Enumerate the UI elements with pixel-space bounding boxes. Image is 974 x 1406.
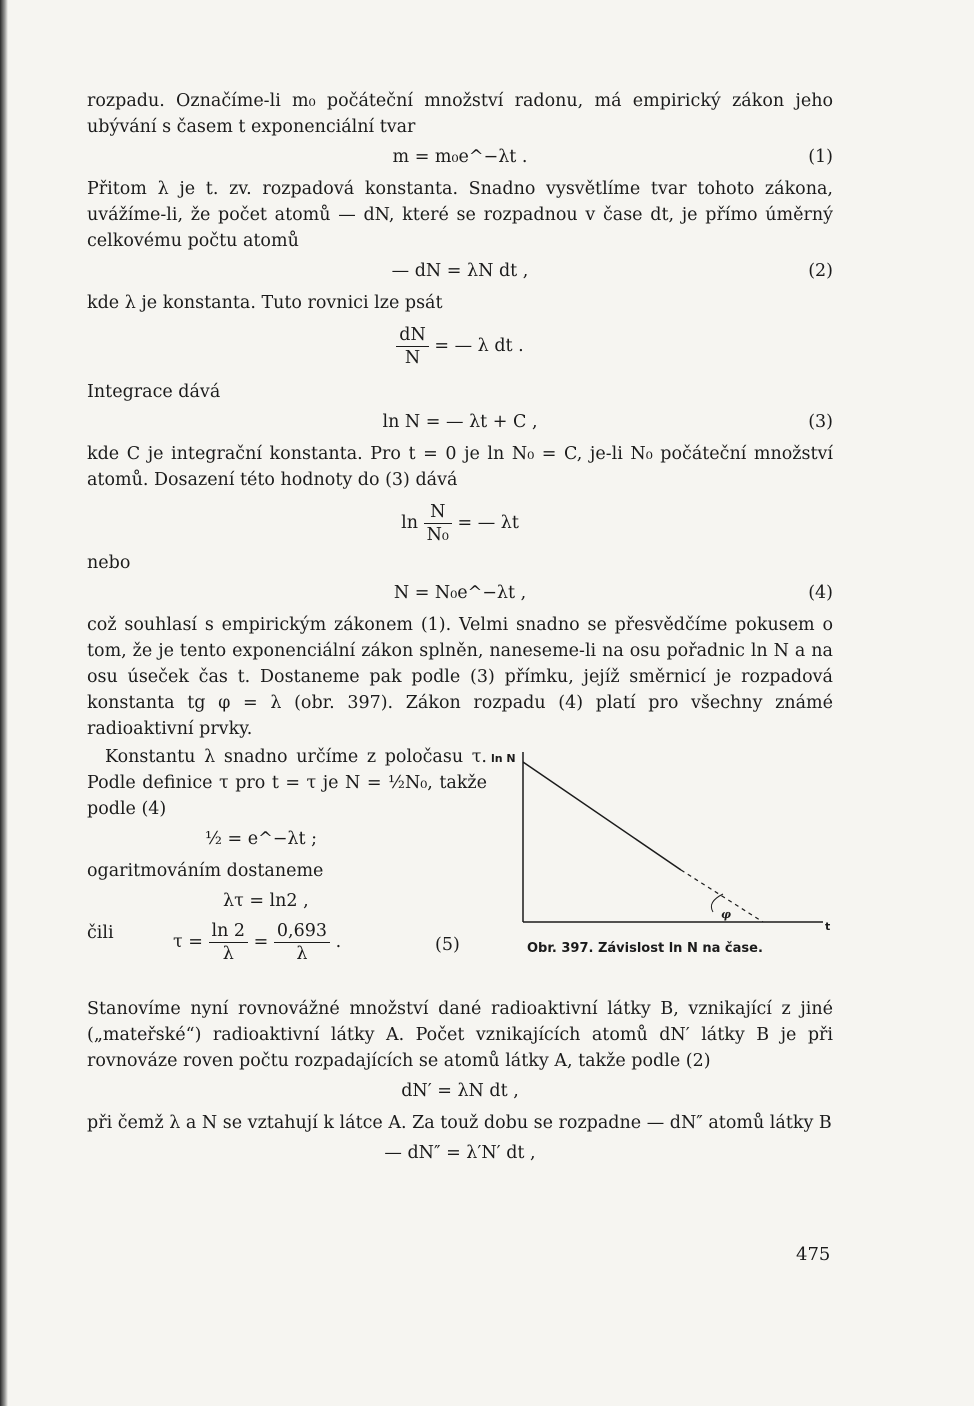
- half-life-section: [87, 744, 833, 992]
- equation-4-body: N = N₀e^−λt ,: [393, 583, 527, 603]
- equation-2: [87, 258, 833, 286]
- page-content: [87, 88, 833, 1172]
- figure-397: [491, 744, 833, 992]
- paragraph-7: což souhlasí s empirickým zákonem (1). Velmi snadno se přesvědčíme pokusem o tom, že je tento exponenciální zákon splněn, naneseme-li na osu pořadnic ln N a na osu úseček čas t. Dostaneme pak podle (3) přímku, jejíž směrnicí je rozpadová konstanta tg φ = λ (obr. 397). Zákon rozpadu (4) platí pro všechny známé radioaktivní prvky.: [87, 615, 833, 739]
- equation-7: [87, 1140, 833, 1168]
- fraction-numerator: ln 2: [209, 920, 249, 943]
- equation-5-equals: =: [253, 932, 269, 952]
- equation-3b-pre: ln: [401, 513, 418, 533]
- half-life-text-column: [87, 744, 487, 976]
- paragraph-1: rozpadu. Označíme-li m₀ počáteční množství radonu, má empirický zákon jeho ubývání s časem t exponenciální tvar: [87, 91, 833, 137]
- equation-2-number: (2): [808, 261, 833, 281]
- paragraph-2: Přitom λ je t. zv. rozpadová konstanta. Snadno vysvětlíme tvar tohoto zákona, uvážíme-li, že počet atomů — dN, které se rozpadnou v čase dt, je přímo úměrný celkovému počtu atomů: [87, 179, 833, 251]
- equation-6: [87, 1078, 833, 1106]
- y-axis-label: ln N: [491, 752, 516, 765]
- page-number: 475: [796, 1244, 831, 1265]
- decay-line: [523, 762, 681, 870]
- fraction-denominator: N₀: [426, 525, 449, 545]
- equation-2b-fraction: [396, 324, 429, 369]
- fraction-numerator: dN: [396, 324, 429, 347]
- equation-lntau-body: λτ = ln2 ,: [223, 891, 309, 911]
- angle-label: φ: [721, 908, 731, 921]
- equation-4: [87, 580, 833, 608]
- paragraph-4: Integrace dává: [87, 382, 221, 402]
- fraction-denominator: N: [404, 348, 421, 368]
- equation-half-body: ½ = e^−λt ;: [205, 829, 318, 849]
- paragraph-8: Konstantu λ snadno určíme z poločasu τ. Podle definice τ pro t = τ je N = ½N₀, takže podle (4): [87, 747, 487, 819]
- equation-2b-rest: = — λ dt .: [434, 336, 524, 356]
- equation-3b: [87, 501, 833, 546]
- equation-1-body: m = m₀e^−λt .: [392, 147, 528, 167]
- equation-3b-fraction: [424, 501, 452, 546]
- figure-397-plot: [491, 744, 833, 934]
- fraction-denominator: λ: [296, 944, 308, 964]
- equation-half: [87, 826, 487, 854]
- equation-7-body: — dN″ = λ′N′ dt ,: [384, 1143, 536, 1163]
- equation-5-fraction-2: [274, 920, 330, 965]
- paragraph-5: kde C je integrační konstanta. Pro t = 0 je ln N₀ = C, je-li N₀ počáteční množství atomů. Dosazení této hodnoty do (3) dává: [87, 444, 833, 490]
- equation-5-pre: τ =: [173, 932, 203, 952]
- paragraph-9: ogaritmováním dostaneme: [87, 861, 324, 881]
- equation-5: [87, 920, 487, 972]
- equation-3-number: (3): [808, 412, 833, 432]
- paragraph-3: kde λ je konstanta. Tuto rovnici lze psát: [87, 293, 443, 313]
- equation-2-body: — dN = λN dt ,: [391, 261, 529, 281]
- fraction-denominator: λ: [222, 944, 234, 964]
- equation-1-number: (1): [808, 147, 833, 167]
- paragraph-11: Stanovíme nyní rovnovážné množství dané radioaktivní látky B, vznikající z jiné („mateřské“) radioaktivní látky A. Počet vznikajících atomů dN′ látky B je při rovnováze roven počtu rozpadajících se atomů látky A, takže podle (2): [87, 999, 833, 1071]
- fraction-numerator: N: [424, 501, 452, 524]
- equation-5-fraction-1: [209, 920, 249, 965]
- fraction-numerator: 0,693: [274, 920, 330, 943]
- equation-6-body: dN′ = λN dt ,: [401, 1081, 519, 1101]
- equation-5-post: .: [335, 932, 342, 952]
- paragraph-12: při čemž λ a N se vztahují k látce A. Za touž dobu se rozpadne — dN″ atomů látky B: [87, 1113, 832, 1133]
- equation-lntau: [87, 888, 487, 916]
- equation-3-body: ln N = — λt + C ,: [382, 412, 538, 432]
- equation-5-number: (5): [435, 935, 460, 955]
- equation-1: [87, 144, 833, 172]
- equation-4-number: (4): [808, 583, 833, 603]
- page-edge-shadow: [0, 0, 8, 1406]
- paragraph-10: čili: [87, 923, 114, 943]
- figure-caption: Obr. 397. Závislost ln N na čase.: [527, 941, 763, 956]
- equation-2b: [87, 324, 833, 369]
- equation-3b-rest: = — λt: [457, 513, 519, 533]
- paragraph-6: nebo: [87, 553, 131, 573]
- equation-3: [87, 409, 833, 437]
- x-axis-label: t: [825, 920, 831, 933]
